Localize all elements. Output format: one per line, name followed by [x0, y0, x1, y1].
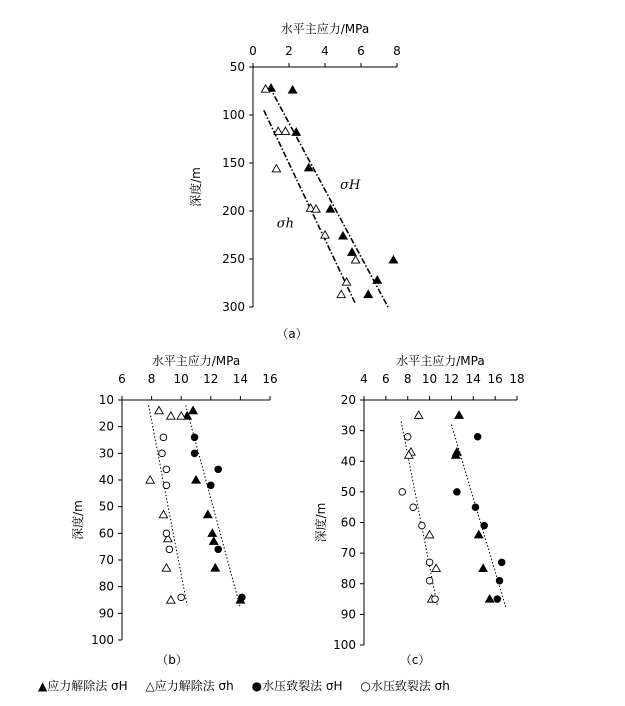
- legend-item-hydrofrac-sigma-h: ○水压致裂法 σh: [360, 679, 450, 693]
- x-tick-label: 0: [249, 44, 257, 58]
- y-tick-label: 80: [340, 576, 356, 591]
- data-point-triangle-open: [272, 165, 280, 172]
- data-point-circle-open: [163, 482, 170, 489]
- data-point-circle-open: [399, 489, 406, 496]
- data-point-triangle-filled: [189, 406, 197, 413]
- data-point-circle-open: [163, 530, 170, 537]
- data-point-circle-filled: [481, 522, 488, 529]
- data-point-triangle-filled: [210, 537, 218, 544]
- data-point-triangle-filled: [455, 411, 463, 418]
- data-point-triangle-open: [274, 127, 282, 134]
- x-tick-label: 12: [203, 372, 219, 386]
- y-tick-label: 100: [333, 638, 356, 652]
- data-point-circle-open: [426, 559, 433, 566]
- y-tick-label: 300: [222, 300, 245, 314]
- data-point-circle-filled: [208, 482, 215, 489]
- data-point-circle-filled: [496, 577, 503, 584]
- data-point-circle-filled: [454, 489, 461, 496]
- annotation-sigma-h: σh: [276, 216, 295, 232]
- data-point-triangle-filled: [485, 595, 493, 602]
- x-tick-label: 8: [403, 372, 412, 386]
- x-axis-title: 水平主应力/MPa: [280, 22, 370, 36]
- y-tick-label: 30: [98, 446, 114, 461]
- data-point-triangle-filled: [288, 86, 296, 93]
- y-tick-label: 70: [340, 546, 356, 561]
- data-point-triangle-open: [414, 411, 422, 418]
- data-point-triangle-open: [425, 531, 433, 538]
- data-point-triangle-open: [146, 476, 154, 483]
- y-tick-label: 10: [98, 393, 114, 407]
- series-circle-open: [399, 433, 438, 602]
- data-point-circle-filled: [474, 433, 481, 440]
- data-point-circle-open: [160, 434, 167, 441]
- data-point-triangle-filled: [373, 276, 381, 283]
- data-point-circle-open: [166, 546, 173, 553]
- y-tick-label: 90: [340, 607, 356, 622]
- data-point-triangle-open: [155, 406, 163, 413]
- data-point-triangle-filled: [192, 476, 200, 483]
- data-point-circle-open: [404, 433, 411, 440]
- data-point-circle-filled: [472, 504, 479, 511]
- data-point-circle-filled: [191, 450, 198, 457]
- legend-item-hydrofrac-sigma-H: ●水压致裂法 σH: [251, 679, 343, 693]
- y-tick-label: 30: [340, 423, 356, 438]
- data-point-triangle-filled: [208, 529, 216, 536]
- data-point-triangle-open: [351, 256, 359, 263]
- x-tick-label: 6: [357, 44, 365, 58]
- data-point-triangle-filled: [479, 564, 487, 571]
- chart-panel-a: [188, 21, 401, 341]
- data-point-circle-filled: [239, 594, 246, 601]
- x-tick-label: 12: [443, 372, 460, 386]
- x-tick-label: 10: [173, 372, 189, 386]
- legend: [38, 677, 464, 694]
- y-tick-label: 20: [98, 419, 114, 434]
- data-point-circle-open: [410, 504, 417, 511]
- y-axis-title: 深度/m: [71, 500, 85, 540]
- x-tick-label: 16: [487, 372, 503, 386]
- legend-item-stress-relief-sigma-h: △应力解除法 σh: [145, 679, 234, 693]
- x-tick-label: 8: [393, 44, 401, 58]
- x-tick-label: 16: [262, 372, 278, 386]
- data-point-circle-open: [426, 577, 433, 584]
- y-tick-label: 150: [222, 156, 245, 170]
- y-tick-label: 80: [98, 579, 114, 594]
- panel-label: （a）: [276, 327, 308, 341]
- data-point-triangle-filled: [389, 256, 397, 263]
- data-point-triangle-filled: [348, 248, 356, 255]
- data-point-circle-filled: [498, 559, 505, 566]
- data-point-circle-open: [432, 596, 439, 603]
- panel-label: （b）: [156, 653, 188, 667]
- data-point-circle-open: [163, 466, 170, 473]
- y-tick-label: 50: [340, 484, 356, 499]
- annotation-sigma-H: σH: [340, 177, 361, 193]
- data-point-circle-filled: [215, 466, 222, 473]
- x-tick-label: 14: [232, 372, 249, 386]
- y-tick-label: 50: [98, 499, 114, 514]
- chart-panel-c: [313, 353, 525, 667]
- data-point-triangle-open: [281, 127, 289, 134]
- x-tick-label: 10: [421, 372, 438, 386]
- data-point-triangle-open: [432, 564, 440, 571]
- y-tick-label: 50: [229, 60, 245, 74]
- y-tick-label: 100: [222, 108, 245, 122]
- data-point-triangle-filled: [364, 290, 372, 297]
- data-point-circle-filled: [215, 546, 222, 553]
- y-axis-title: 深度/m: [314, 502, 328, 543]
- y-tick-label: 250: [222, 252, 245, 266]
- trendline: [269, 86, 388, 307]
- data-point-circle-open: [419, 522, 426, 529]
- y-tick-label: 100: [91, 633, 114, 647]
- x-tick-label: 8: [147, 372, 156, 386]
- data-point-triangle-open: [159, 510, 167, 517]
- x-tick-label: 4: [360, 372, 368, 386]
- data-point-triangle-open: [337, 290, 345, 297]
- panel-label: （c）: [399, 653, 431, 667]
- data-point-circle-open: [159, 450, 166, 457]
- y-tick-label: 20: [340, 393, 356, 407]
- y-tick-label: 200: [222, 204, 245, 218]
- y-tick-label: 60: [98, 526, 114, 541]
- chart-panel-b: [70, 353, 278, 667]
- x-tick-label: 18: [509, 372, 525, 386]
- trendline: [401, 421, 437, 605]
- x-tick-label: 6: [382, 372, 390, 386]
- data-point-triangle-filled: [339, 232, 347, 239]
- series-triangle-filled: [267, 84, 398, 298]
- data-point-triangle-open: [167, 412, 175, 419]
- data-point-triangle-filled: [475, 531, 483, 538]
- data-point-triangle-open: [167, 596, 175, 603]
- data-point-triangle-open: [177, 412, 185, 419]
- x-tick-label: 14: [465, 372, 481, 386]
- x-tick-label: 6: [118, 372, 126, 386]
- data-point-triangle-filled: [204, 510, 212, 517]
- y-tick-label: 70: [98, 553, 114, 567]
- y-tick-label: 40: [340, 454, 356, 469]
- data-point-triangle-filled: [211, 564, 219, 571]
- x-tick-label: 4: [321, 44, 329, 58]
- x-axis-title: 水平主应力/MPa: [396, 354, 485, 368]
- series-circle-filled: [191, 434, 245, 601]
- data-point-triangle-open: [162, 564, 170, 571]
- y-tick-label: 90: [98, 606, 114, 621]
- x-tick-label: 2: [285, 44, 293, 58]
- data-point-circle-filled: [191, 434, 198, 441]
- y-tick-label: 60: [340, 515, 356, 530]
- x-axis-title: 水平主应力/MPa: [151, 354, 241, 368]
- legend-item-stress-relief-sigma-H: ▲应力解除法 σH: [38, 679, 128, 693]
- y-axis-title: 深度/m: [189, 167, 203, 207]
- y-tick-label: 40: [98, 473, 114, 487]
- data-point-circle-filled: [494, 596, 501, 603]
- data-point-circle-open: [178, 594, 185, 601]
- trendline: [149, 405, 187, 605]
